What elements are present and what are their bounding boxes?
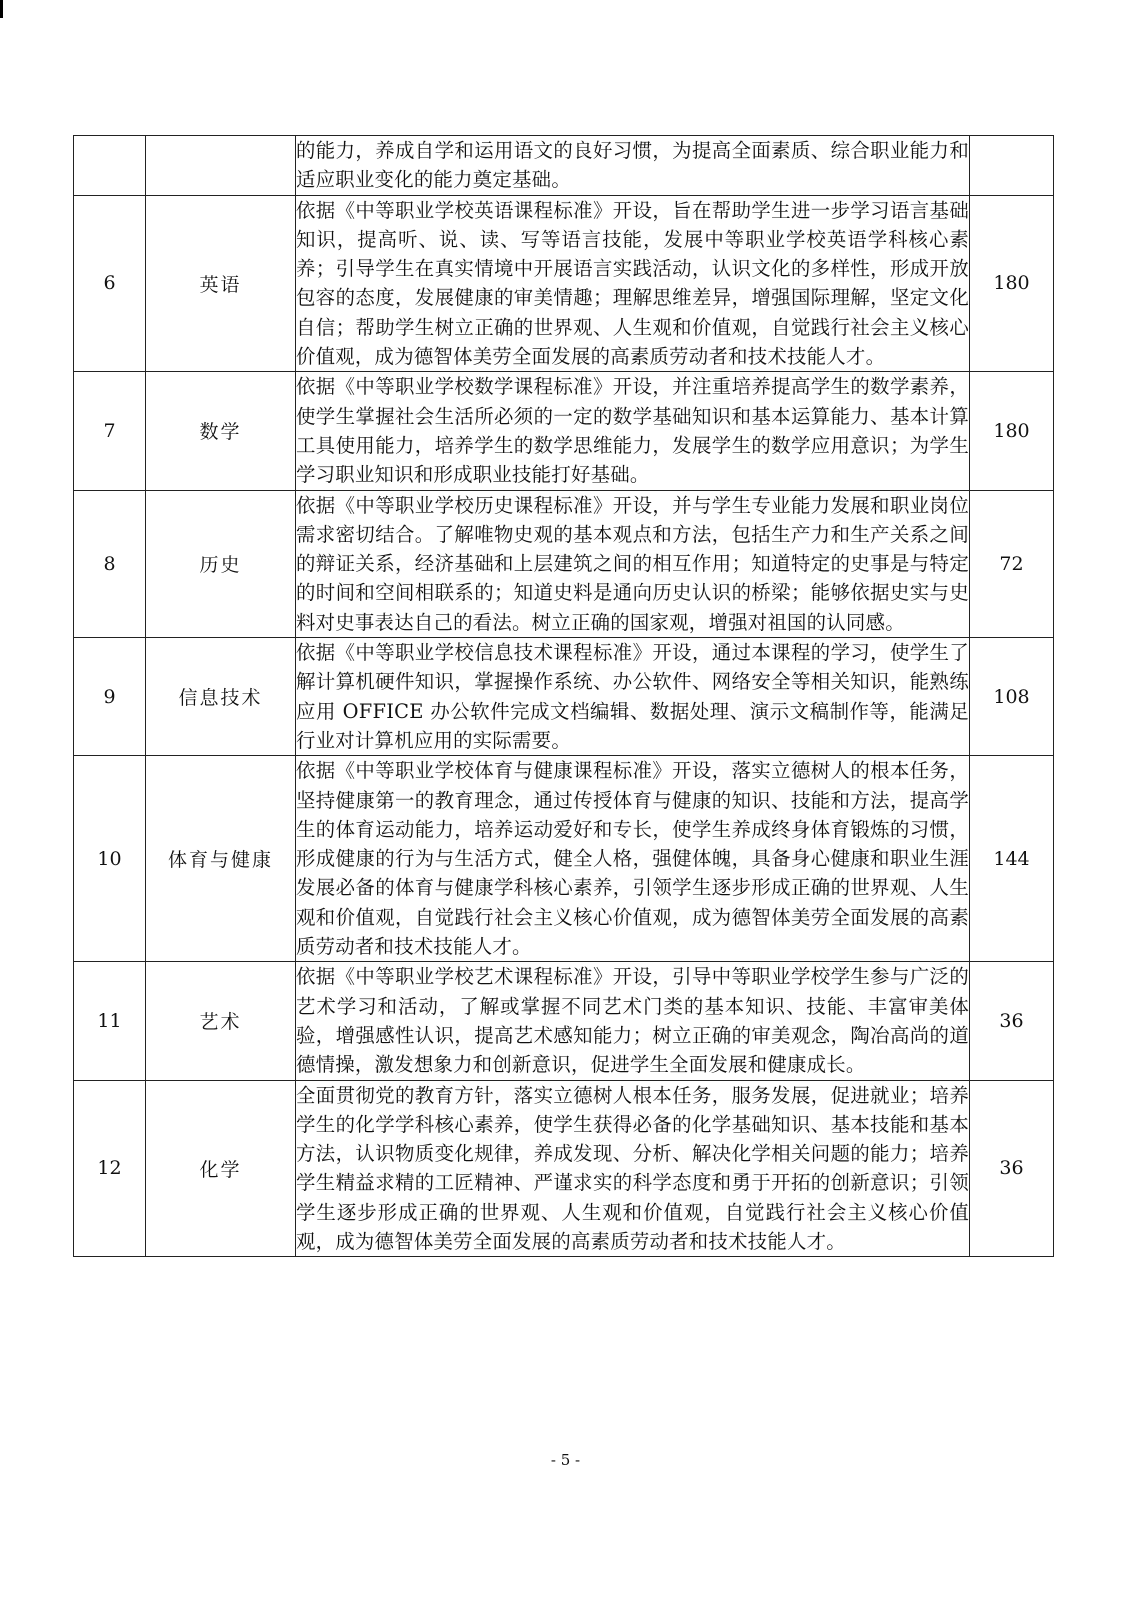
course-description: 依据《中等职业学校艺术课程标准》开设，引导中等职业学校学生参与广泛的艺术学习和活动，了解或掌握不同艺术门类的基本知识、技能、丰富审美体验，增强感性认识，提高艺术感知能力；树立正确的审美观念，陶冶高尚的道德情操，激发想象力和创新意识，促进学生全面发展和健康成长。 [296, 962, 970, 1080]
course-number: 8 [74, 490, 146, 637]
course-number [74, 136, 146, 196]
course-description: 全面贯彻党的教育方针，落实立德树人根本任务，服务发展，促进就业；培养学生的化学学科核心素养，使学生获得必备的化学基础知识、基本技能和基本方法，认识物质变化规律，养成发现、分析、解决化学相关问题的能力；培养学生精益求精的工匠精神、严谨求实的科学态度和勇于开拓的创新意识；引领学生逐步形成正确的世界观、人生观和价值观，自觉践行社会主义核心价值观，成为德智体美劳全面发展的高素质劳动者和技术技能人才。 [296, 1080, 970, 1257]
course-description: 依据《中等职业学校英语课程标准》开设，旨在帮助学生进一步学习语言基础知识，提高听、说、读、写等语言技能，发展中等职业学校英语学科核心素养；引导学生在真实情境中开展语言实践活动，认识文化的多样性，形成开放包容的态度，发展健康的审美情趣；理解思维差异，增强国际理解，坚定文化自信；帮助学生树立正确的世界观、人生观和价值观，自觉践行社会主义核心价值观，成为德智体美劳全面发展的高素质劳动者和技术技能人才。 [296, 195, 970, 372]
table-row [74, 962, 1054, 1080]
course-number: 12 [74, 1080, 146, 1257]
table-row [74, 756, 1054, 962]
course-name: 数学 [146, 372, 296, 490]
course-hours [970, 136, 1054, 196]
course-name: 化学 [146, 1080, 296, 1257]
table-row [74, 195, 1054, 372]
course-name: 艺术 [146, 962, 296, 1080]
page-number: - 5 - [550, 1451, 581, 1469]
course-description: 的能力，养成自学和运用语文的良好习惯，为提高全面素质、综合职业能力和适应职业变化的能力奠定基础。 [296, 136, 970, 196]
course-number: 9 [74, 638, 146, 756]
course-number: 7 [74, 372, 146, 490]
course-hours: 36 [970, 962, 1054, 1080]
table-row [74, 372, 1054, 490]
course-description: 依据《中等职业学校信息技术课程标准》开设，通过本课程的学习，使学生了解计算机硬件知识，掌握操作系统、办公软件、网络安全等相关知识，能熟练应用 OFFICE 办公软件完成文档编辑、数据处理、演示文稿制作等，能满足行业对计算机应用的实际需要。 [296, 638, 970, 756]
course-number: 11 [74, 962, 146, 1080]
course-name: 英语 [146, 195, 296, 372]
course-name [146, 136, 296, 196]
course-name: 体育与健康 [146, 756, 296, 962]
course-description: 依据《中等职业学校体育与健康课程标准》开设，落实立德树人的根本任务，坚持健康第一的教育理念，通过传授体育与健康的知识、技能和方法，提高学生的体育运动能力，培养运动爱好和专长，使学生养成终身体育锻炼的习惯，形成健康的行为与生活方式，健全人格，强健体魄，具备身心健康和职业生涯发展必备的体育与健康学科核心素养，引领学生逐步形成正确的世界观、人生观和价值观，自觉践行社会主义核心价值观，成为德智体美劳全面发展的高素质劳动者和技术技能人才。 [296, 756, 970, 962]
course-hours: 180 [970, 195, 1054, 372]
curriculum-table [73, 135, 1054, 1257]
course-hours: 144 [970, 756, 1054, 962]
table-row [74, 638, 1054, 756]
left-edge-mark [0, 0, 3, 18]
course-description: 依据《中等职业学校数学课程标准》开设，并注重培养提高学生的数学素养，使学生掌握社会生活所必须的一定的数学基础知识和基本运算能力、基本计算工具使用能力，培养学生的数学思维能力，发展学生的数学应用意识；为学生学习职业知识和形成职业技能打好基础。 [296, 372, 970, 490]
course-name: 历史 [146, 490, 296, 637]
table-row [74, 136, 1054, 196]
course-name: 信息技术 [146, 638, 296, 756]
table-row [74, 490, 1054, 637]
table-row [74, 1080, 1054, 1257]
course-description: 依据《中等职业学校历史课程标准》开设，并与学生专业能力发展和职业岗位需求密切结合。了解唯物史观的基本观点和方法，包括生产力和生产关系之间的辩证关系，经济基础和上层建筑之间的相互作用；知道特定的史事是与特定的时间和空间相联系的；知道史料是通向历史认识的桥梁；能够依据史实与史料对史事表达自己的看法。树立正确的国家观，增强对祖国的认同感。 [296, 490, 970, 637]
course-hours: 72 [970, 490, 1054, 637]
course-number: 6 [74, 195, 146, 372]
course-hours: 180 [970, 372, 1054, 490]
course-hours: 36 [970, 1080, 1054, 1257]
course-hours: 108 [970, 638, 1054, 756]
course-number: 10 [74, 756, 146, 962]
